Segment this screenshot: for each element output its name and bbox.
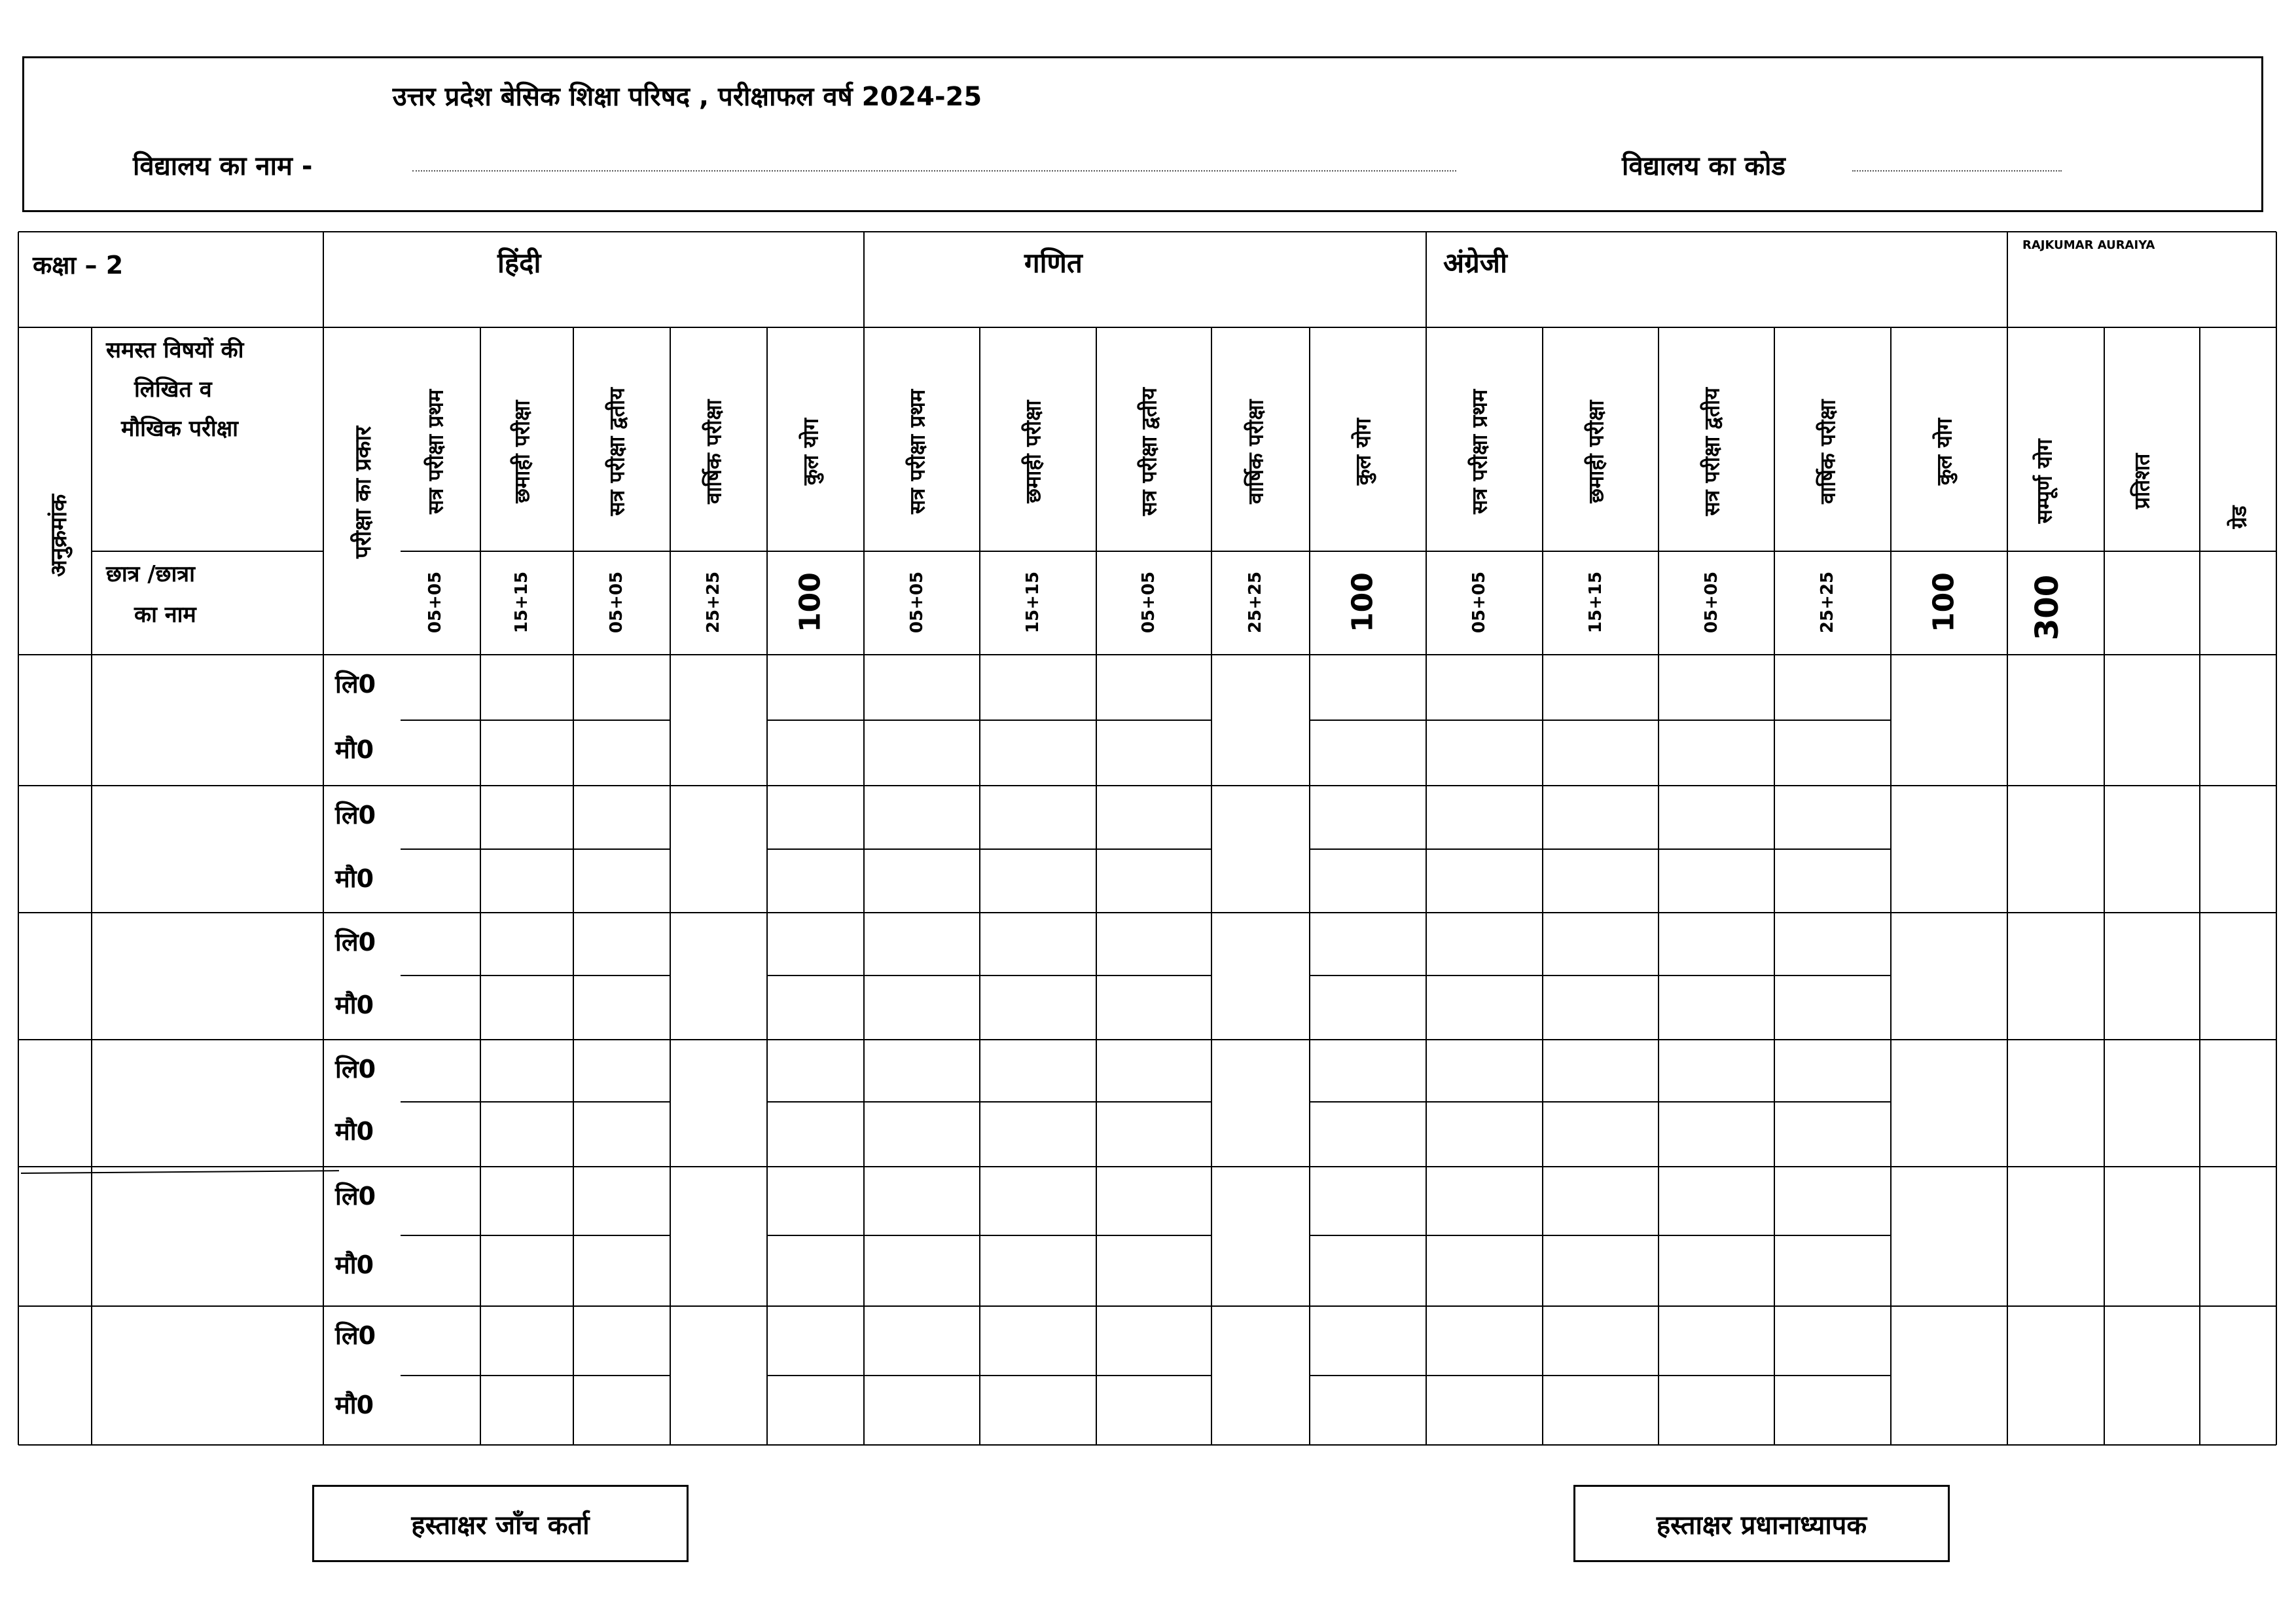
exam-type-header: परीक्षा का प्रकार bbox=[350, 426, 376, 558]
grade-header: ग्रेड bbox=[2226, 505, 2251, 529]
sub-column-header: वार्षिक परीक्षा bbox=[1815, 399, 1840, 504]
sub-column-header: कुल योग bbox=[1350, 418, 1376, 486]
sub-column-line bbox=[670, 327, 671, 1445]
half-row-line bbox=[1310, 1235, 1774, 1236]
half-row-line bbox=[401, 1235, 670, 1236]
sub-column-line bbox=[1890, 327, 1892, 1445]
oral-label: मौ0 bbox=[335, 735, 374, 764]
max-marks: 25+25 bbox=[1246, 571, 1265, 634]
sub-column-line bbox=[979, 327, 980, 1445]
sub-column-header: सत्र परीक्षा प्रथम bbox=[905, 389, 929, 515]
sub-column-line bbox=[1774, 327, 1775, 1445]
sub-column-header: सत्र परीक्षा द्वतीय bbox=[1699, 388, 1724, 516]
half-row-line bbox=[767, 1101, 1211, 1103]
name-header-line bbox=[92, 551, 323, 552]
table-left-border bbox=[18, 232, 19, 1445]
half-row-line bbox=[401, 848, 670, 850]
half-row-line bbox=[767, 1375, 1211, 1376]
max-marks: 05+05 bbox=[906, 571, 927, 634]
marks-header-line bbox=[401, 551, 2276, 552]
half-row-line bbox=[1310, 975, 1774, 976]
oral-label: मौ0 bbox=[335, 1391, 374, 1419]
half-row-line bbox=[1774, 720, 1891, 721]
half-row-line bbox=[767, 720, 1211, 721]
school-code-label: विद्यालय का कोड bbox=[1622, 151, 1785, 181]
grand-total-header: सम्पूर्ण योग bbox=[2032, 439, 2057, 524]
subject-hindi: हिंदी bbox=[497, 247, 541, 279]
oral-label: मौ0 bbox=[335, 991, 374, 1019]
exam-description-line: समस्त विषयों की bbox=[106, 337, 244, 363]
max-marks: 25+25 bbox=[1818, 571, 1837, 634]
roll-column-line bbox=[91, 327, 92, 1445]
subject-maths: गणित bbox=[1024, 247, 1083, 279]
total-marks: 100 bbox=[793, 572, 827, 632]
max-marks: 05+05 bbox=[607, 571, 626, 634]
student-row-line bbox=[18, 1305, 2276, 1307]
headmaster-signature-label: हस्ताक्षर प्रधानाध्यापक bbox=[1656, 1510, 1867, 1541]
max-marks: 05+05 bbox=[1701, 571, 1721, 634]
checker-signature-label: हस्ताक्षर जाँच कर्ता bbox=[411, 1510, 590, 1541]
sub-column-header: छमाही परीक्षा bbox=[1583, 400, 1608, 503]
half-row-line bbox=[1774, 1375, 1891, 1376]
total-marks: 100 bbox=[1346, 572, 1380, 632]
subject-separator-line bbox=[1426, 232, 1427, 1445]
stray-pen-line bbox=[21, 1170, 339, 1174]
half-row-line bbox=[1774, 848, 1891, 850]
exam-description-line: मौखिक परीक्षा bbox=[121, 416, 238, 442]
name-column-line bbox=[323, 232, 324, 1445]
written-label: लि0 bbox=[335, 670, 376, 699]
half-row-line bbox=[1774, 1101, 1891, 1103]
subject-separator-line bbox=[863, 232, 865, 1445]
half-row-line bbox=[401, 975, 670, 976]
sub-column-line bbox=[573, 327, 574, 1445]
roll-number-header: अनुक्रमांक bbox=[46, 494, 72, 577]
header-bottom-line bbox=[18, 654, 2276, 655]
sub-column-line bbox=[1309, 327, 1310, 1445]
class-row-line bbox=[323, 327, 401, 328]
student-row-line bbox=[18, 1039, 2276, 1040]
class-label: कक्षा – 2 bbox=[33, 251, 124, 280]
written-label: लि0 bbox=[335, 801, 376, 830]
half-row-line bbox=[767, 975, 1211, 976]
grand-total-marks: 300 bbox=[2029, 574, 2066, 641]
written-label: लि0 bbox=[335, 1182, 376, 1211]
checker-signature-box bbox=[312, 1485, 689, 1562]
half-row-line bbox=[767, 1235, 1211, 1236]
max-marks: 05+05 bbox=[1139, 571, 1158, 634]
sub-column-header: सत्र परीक्षा द्वतीय bbox=[1136, 388, 1162, 516]
max-marks: 15+15 bbox=[1585, 571, 1605, 634]
table-bottom-border bbox=[18, 1444, 2276, 1446]
sub-column-header: छमाही परीक्षा bbox=[1020, 400, 1046, 503]
student-row-line bbox=[18, 785, 2276, 786]
written-label: लि0 bbox=[335, 1055, 376, 1084]
sub-column-header: कुल योग bbox=[798, 418, 823, 486]
half-row-line bbox=[1774, 975, 1891, 976]
max-marks: 15+15 bbox=[512, 571, 531, 634]
sub-column-header: कुल योग bbox=[1931, 418, 1957, 486]
oral-label: मौ0 bbox=[335, 1117, 374, 1146]
half-row-line bbox=[1310, 1375, 1774, 1376]
sub-column-header: सत्र परीक्षा प्रथम bbox=[423, 389, 448, 515]
school-name-label: विद्यालय का नाम - bbox=[133, 151, 313, 181]
sub-column-header: छमाही परीक्षा bbox=[509, 400, 535, 503]
subject-separator-line bbox=[2007, 232, 2008, 1445]
percentage-header: प्रतिशत bbox=[2129, 453, 2155, 509]
sub-column-header: वार्षिक परीक्षा bbox=[1243, 399, 1268, 504]
sub-column-header: वार्षिक परीक्षा bbox=[701, 399, 726, 504]
subject-header-line bbox=[401, 327, 2276, 328]
half-row-line bbox=[1310, 1101, 1774, 1103]
student-name-header: का नाम bbox=[134, 602, 196, 628]
exam-description-line: लिखित व bbox=[134, 376, 212, 403]
sub-column-header: सत्र परीक्षा प्रथम bbox=[1467, 389, 1492, 515]
half-row-line bbox=[767, 848, 1211, 850]
author-tag: RAJKUMAR AURAIYA bbox=[2022, 238, 2155, 252]
class-row-line bbox=[18, 327, 92, 328]
half-row-line bbox=[401, 720, 670, 721]
table-top-border bbox=[18, 231, 2276, 232]
max-marks: 25+25 bbox=[704, 571, 723, 634]
page-title: उत्तर प्रदेश बेसिक शिक्षा परिषद , परीक्षाफल वर्ष 2024-25 bbox=[392, 82, 982, 112]
max-marks: 15+15 bbox=[1023, 571, 1043, 634]
sub-column-line bbox=[766, 327, 768, 1445]
max-marks: 05+05 bbox=[1469, 571, 1489, 634]
oral-label: मौ0 bbox=[335, 864, 374, 893]
student-row-line bbox=[18, 1166, 2276, 1167]
subject-english: अंग्रेजी bbox=[1443, 247, 1507, 279]
half-row-line bbox=[401, 1101, 670, 1103]
sub-column-line bbox=[1211, 327, 1212, 1445]
total-marks: 100 bbox=[1927, 572, 1961, 632]
summary-column-line bbox=[2199, 327, 2200, 1445]
max-marks: 05+05 bbox=[425, 571, 445, 634]
sub-column-line bbox=[480, 327, 481, 1445]
oral-label: मौ0 bbox=[335, 1250, 374, 1279]
written-label: लि0 bbox=[335, 1321, 376, 1350]
summary-column-line bbox=[2104, 327, 2105, 1445]
sub-column-header: सत्र परीक्षा द्वतीय bbox=[604, 388, 630, 516]
class-row-line bbox=[92, 327, 323, 328]
sub-column-line bbox=[1658, 327, 1659, 1445]
half-row-line bbox=[1310, 720, 1774, 721]
table-right-border bbox=[2276, 232, 2277, 1445]
sub-column-line bbox=[1542, 327, 1543, 1445]
headmaster-signature-box bbox=[1573, 1485, 1950, 1562]
written-label: लि0 bbox=[335, 928, 376, 957]
sub-column-line bbox=[1096, 327, 1097, 1445]
half-row-line bbox=[401, 1375, 670, 1376]
half-row-line bbox=[1310, 848, 1774, 850]
half-row-line bbox=[1774, 1235, 1891, 1236]
student-name-header: छात्र /छात्रा bbox=[106, 561, 195, 587]
student-row-line bbox=[18, 912, 2276, 913]
